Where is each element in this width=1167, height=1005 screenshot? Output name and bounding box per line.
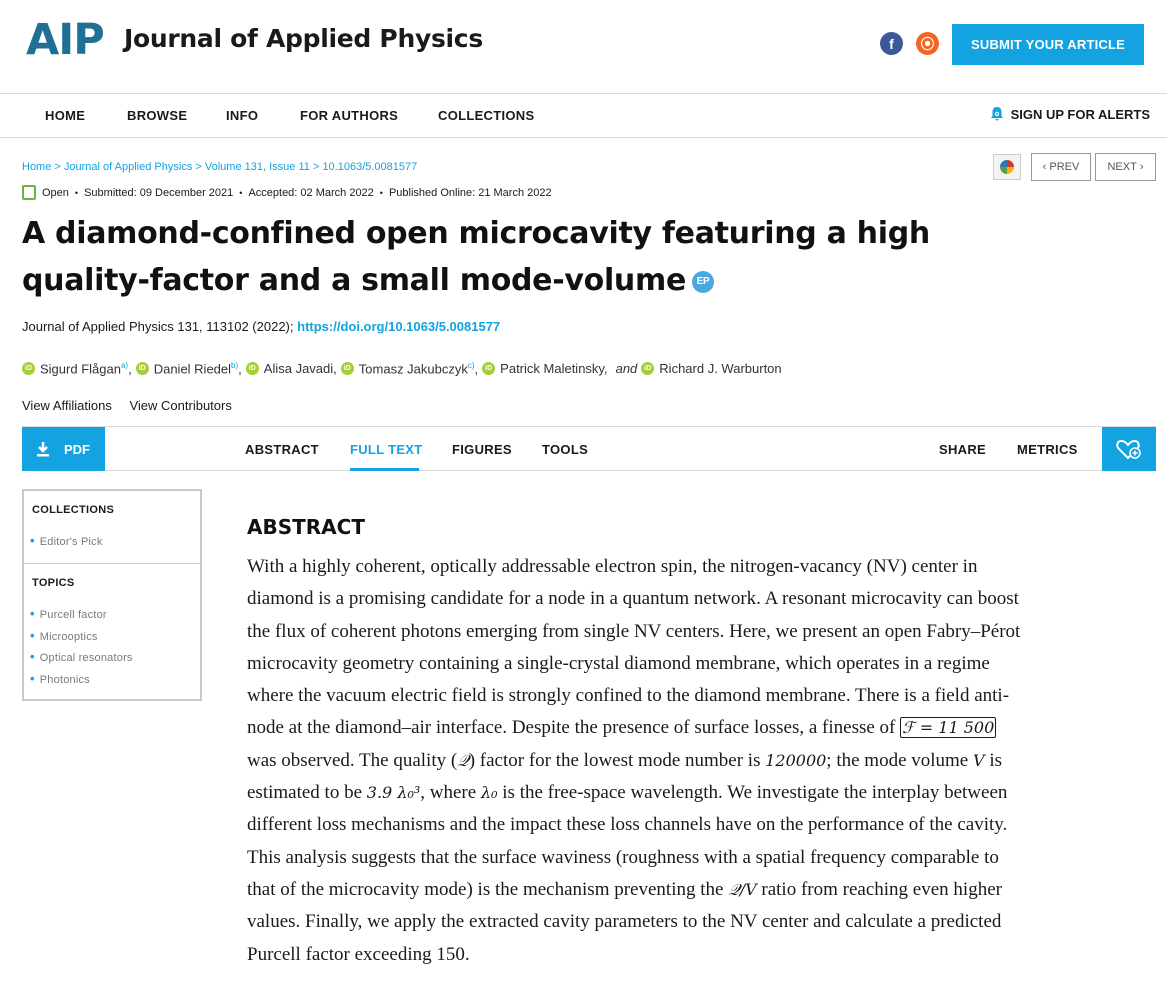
article-title (22, 210, 1042, 304)
citation-text: Journal of Applied Physics 131, 113102 (2022); (22, 319, 294, 334)
share-button[interactable]: SHARE (939, 442, 987, 457)
submitted-date: Submitted: 09 December 2021 (84, 186, 234, 199)
bookmark-button[interactable] (1102, 427, 1156, 471)
aip-logo[interactable] (26, 15, 104, 65)
breadcrumb (22, 161, 417, 173)
collections-heading: COLLECTIONS (32, 504, 115, 516)
sidebar (22, 489, 202, 701)
accepted-date: Accepted: 02 March 2022 (248, 186, 374, 199)
prev-label: PREV (1049, 161, 1080, 173)
author-link[interactable]: Sigurd Flågan$^{a)}$, (40, 361, 132, 377)
and-word: and (615, 361, 638, 377)
sidebar-item-photonics[interactable]: • Photonics (30, 671, 90, 686)
nav-browse[interactable]: BROWSE (127, 108, 188, 123)
aip-logo-text: AIP (26, 15, 104, 65)
view-contributors-link[interactable]: View Contributors (129, 398, 232, 413)
sidebar-divider (24, 563, 200, 564)
author-link[interactable]: Tomasz Jakubczyk$^{c)}$, (358, 361, 479, 377)
tab-full-text[interactable]: FULL TEXT (350, 442, 423, 457)
rss-icon[interactable]: ⦿ (916, 32, 939, 55)
open-access-icon (22, 185, 36, 200)
sidebar-item-optical-resonators[interactable]: • Optical resonators (30, 649, 133, 664)
author-link[interactable]: Alisa Javadi, (263, 361, 337, 377)
next-label: NEXT (1107, 161, 1137, 173)
citation (22, 319, 500, 334)
bullet: • (379, 187, 383, 198)
author-link[interactable]: Patrick Maletinsky, (500, 361, 608, 377)
breadcrumb-separator: > (312, 161, 320, 173)
breadcrumb-home[interactable]: Home (22, 161, 52, 173)
breadcrumb-journal[interactable]: Journal of Applied Physics (63, 161, 193, 173)
article-toolbar (22, 426, 1156, 471)
chevron-right-icon: › (1136, 161, 1144, 173)
breadcrumb-separator: > (195, 161, 202, 173)
submit-article-button[interactable]: SUBMIT YOUR ARTICLE (952, 24, 1144, 65)
finesse-formula: ℱ = 11 500 (902, 718, 995, 738)
pdf-download-button[interactable] (22, 427, 105, 471)
breadcrumb-separator: > (54, 161, 61, 173)
nav-info[interactable]: INFO (226, 108, 259, 123)
author-link[interactable]: Daniel Riedel$^{b)}$, (153, 361, 242, 377)
sign-up-alerts-link[interactable] (990, 106, 1150, 122)
bullet: • (239, 187, 243, 198)
chevron-left-icon: ‹ (1042, 161, 1050, 173)
orcid-icon[interactable]: iD (482, 362, 495, 375)
next-article-button[interactable] (1095, 153, 1156, 181)
nav-for-authors[interactable]: FOR AUTHORS (300, 108, 399, 123)
journal-name[interactable]: Journal of Applied Physics (124, 24, 483, 53)
tab-tools[interactable]: TOOLS (542, 442, 589, 457)
orcid-icon[interactable]: iD (22, 362, 35, 375)
breadcrumb-doi[interactable]: 10.1063/5.0081577 (322, 161, 418, 173)
author-link[interactable]: Richard J. Warburton (659, 361, 782, 377)
tab-abstract[interactable]: ABSTRACT (245, 442, 319, 457)
sidebar-item-microoptics[interactable]: • Microoptics (30, 628, 98, 643)
alerts-label: SIGN UP FOR ALERTS (1010, 106, 1150, 122)
orcid-icon[interactable]: iD (136, 362, 149, 375)
main-nav (0, 94, 1167, 138)
abstract-heading: ABSTRACT (247, 515, 365, 539)
view-affiliations-link[interactable]: View Affiliations (22, 398, 112, 413)
site-header (0, 0, 1167, 94)
sidebar-item-editors-pick[interactable]: • Editor's Pick (30, 533, 103, 548)
article-title-text: A diamond-confined open microcavity featuring a high quality-factor and a small mode-volume (22, 216, 930, 298)
article-meta (22, 185, 552, 200)
heart-plus-icon (1116, 438, 1142, 460)
metrics-button[interactable]: METRICS (1017, 442, 1078, 457)
nav-collections[interactable]: COLLECTIONS (438, 108, 535, 123)
sidebar-item-purcell-factor[interactable]: • Purcell factor (30, 606, 107, 621)
crossmark-icon[interactable] (993, 154, 1021, 180)
pdf-label: PDF (64, 441, 90, 457)
abstract-body: With a highly coherent, optically addressable electron spin, the nitrogen-vacancy (NV) center in diamond is a promising candidate for a node in a quantum network. A resonant microcavity can boost the flux of coherent photons emerging from single NV centers. Here, we present an open Fabry–Pérot microcavity geometry containing a single-crystal diamond membrane, which operates in a regime where the vacuum electric field is strongly confined to the diamond membrane. There is a field anti-node at the diamond–air interface. Despite the presence of surface losses, a finesse of ℱ = 11 500 was observed. The quality (𝒬) factor for the lowest mode number is 120000; the mode volume V is estimated to be 3.9 λ₀³, where λ₀ is the free-space wavelength. We investigate the interplay between different loss mechanisms and the impact these loss channels have on the performance of the cavity. This analysis suggests that the surface waviness (roughness with a spatial frequency comparable to that of the microcavity mode) is the mechanism preventing the 𝒬/V ratio from reaching even higher values. Finally, we apply the extracted cavity parameters to the NV center and calculate a predicted Purcell factor exceeding 150. (247, 556, 1021, 965)
view-links (22, 398, 246, 413)
tab-figures[interactable]: FIGURES (452, 442, 512, 457)
orcid-icon[interactable]: iD (246, 362, 259, 375)
orcid-icon[interactable]: iD (641, 362, 654, 375)
bell-icon (990, 106, 1004, 122)
download-icon (36, 441, 50, 457)
access-status: Open (42, 186, 69, 199)
orcid-icon[interactable]: iD (341, 362, 354, 375)
published-date: Published Online: 21 March 2022 (388, 186, 552, 199)
nav-home[interactable]: HOME (45, 108, 86, 123)
prev-article-button[interactable] (1031, 153, 1091, 181)
editors-pick-badge[interactable]: EP (692, 271, 714, 293)
topics-heading: TOPICS (32, 577, 75, 589)
bullet: • (74, 187, 79, 198)
facebook-icon[interactable]: f (880, 32, 903, 55)
author-list (22, 361, 786, 376)
breadcrumb-issue[interactable]: Volume 131, Issue 11 (204, 161, 310, 173)
active-tab-indicator (350, 468, 419, 471)
doi-link[interactable]: https://doi.org/10.1063/5.0081577 (297, 319, 501, 334)
